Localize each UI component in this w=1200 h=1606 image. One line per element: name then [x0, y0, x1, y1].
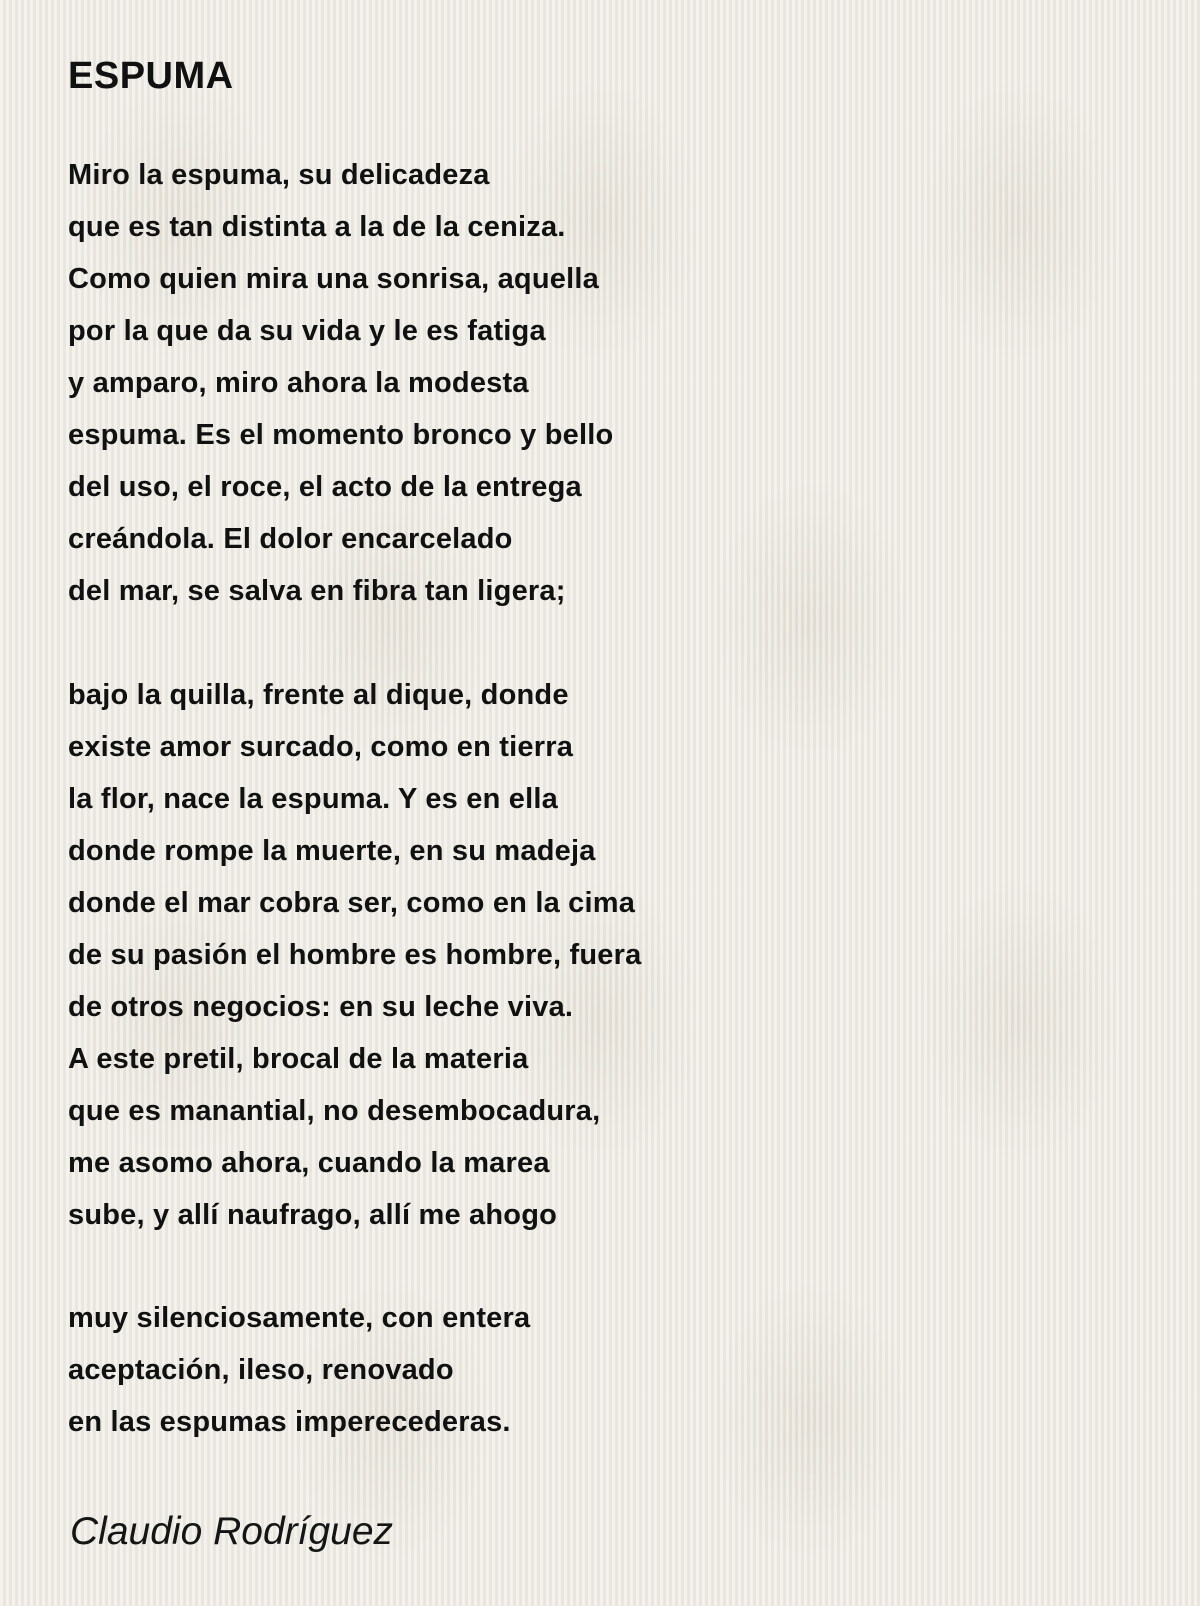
poem-line: muy silenciosamente, con entera [68, 1302, 531, 1334]
poem-line: de su pasión el hombre es hombre, fuera [68, 939, 642, 971]
poem-line: que es tan distinta a la de la ceniza. [68, 211, 566, 243]
poem-title: ESPUMA [68, 55, 234, 97]
poem-stanza [68, 669, 641, 1241]
poem-line: Como quien mira una sonrisa, aquella [68, 263, 599, 295]
poem-line: donde el mar cobra ser, como en la cima [68, 887, 636, 919]
poem-line: del mar, se salva en fibra tan ligera; [68, 575, 566, 607]
poem-line: espuma. Es el momento bronco y bello [68, 419, 614, 451]
poem-line: que es manantial, no desembocadura, [68, 1095, 601, 1127]
poem-line: y amparo, miro ahora la modesta [68, 367, 529, 399]
poem-author: Claudio Rodríguez [70, 1510, 394, 1553]
poem-line: del uso, el roce, el acto de la entrega [68, 471, 582, 503]
poem-line: por la que da su vida y le es fatiga [68, 315, 546, 347]
poem-line: la flor, nace la espuma. Y es en ella [68, 783, 558, 815]
poem-line: bajo la quilla, frente al dique, donde [68, 679, 569, 711]
poem-line: en las espumas imperecederas. [68, 1406, 511, 1438]
poem-line: aceptación, ileso, renovado [68, 1354, 454, 1386]
poem-line: A este pretil, brocal de la materia [68, 1043, 529, 1075]
poem-line: Miro la espuma, su delicadeza [68, 159, 490, 191]
poem-line: existe amor surcado, como en tierra [68, 731, 574, 763]
poem-stanza [68, 149, 613, 617]
poem-line: creándola. El dolor encarcelado [68, 523, 513, 555]
poem-line: sube, y allí naufrago, allí me ahogo [68, 1199, 558, 1231]
poem-line: donde rompe la muerte, en su madeja [68, 835, 596, 867]
poem-line: me asomo ahora, cuando la marea [68, 1147, 550, 1179]
poem-line: de otros negocios: en su leche viva. [68, 991, 574, 1023]
poem-stanza [68, 1292, 530, 1448]
